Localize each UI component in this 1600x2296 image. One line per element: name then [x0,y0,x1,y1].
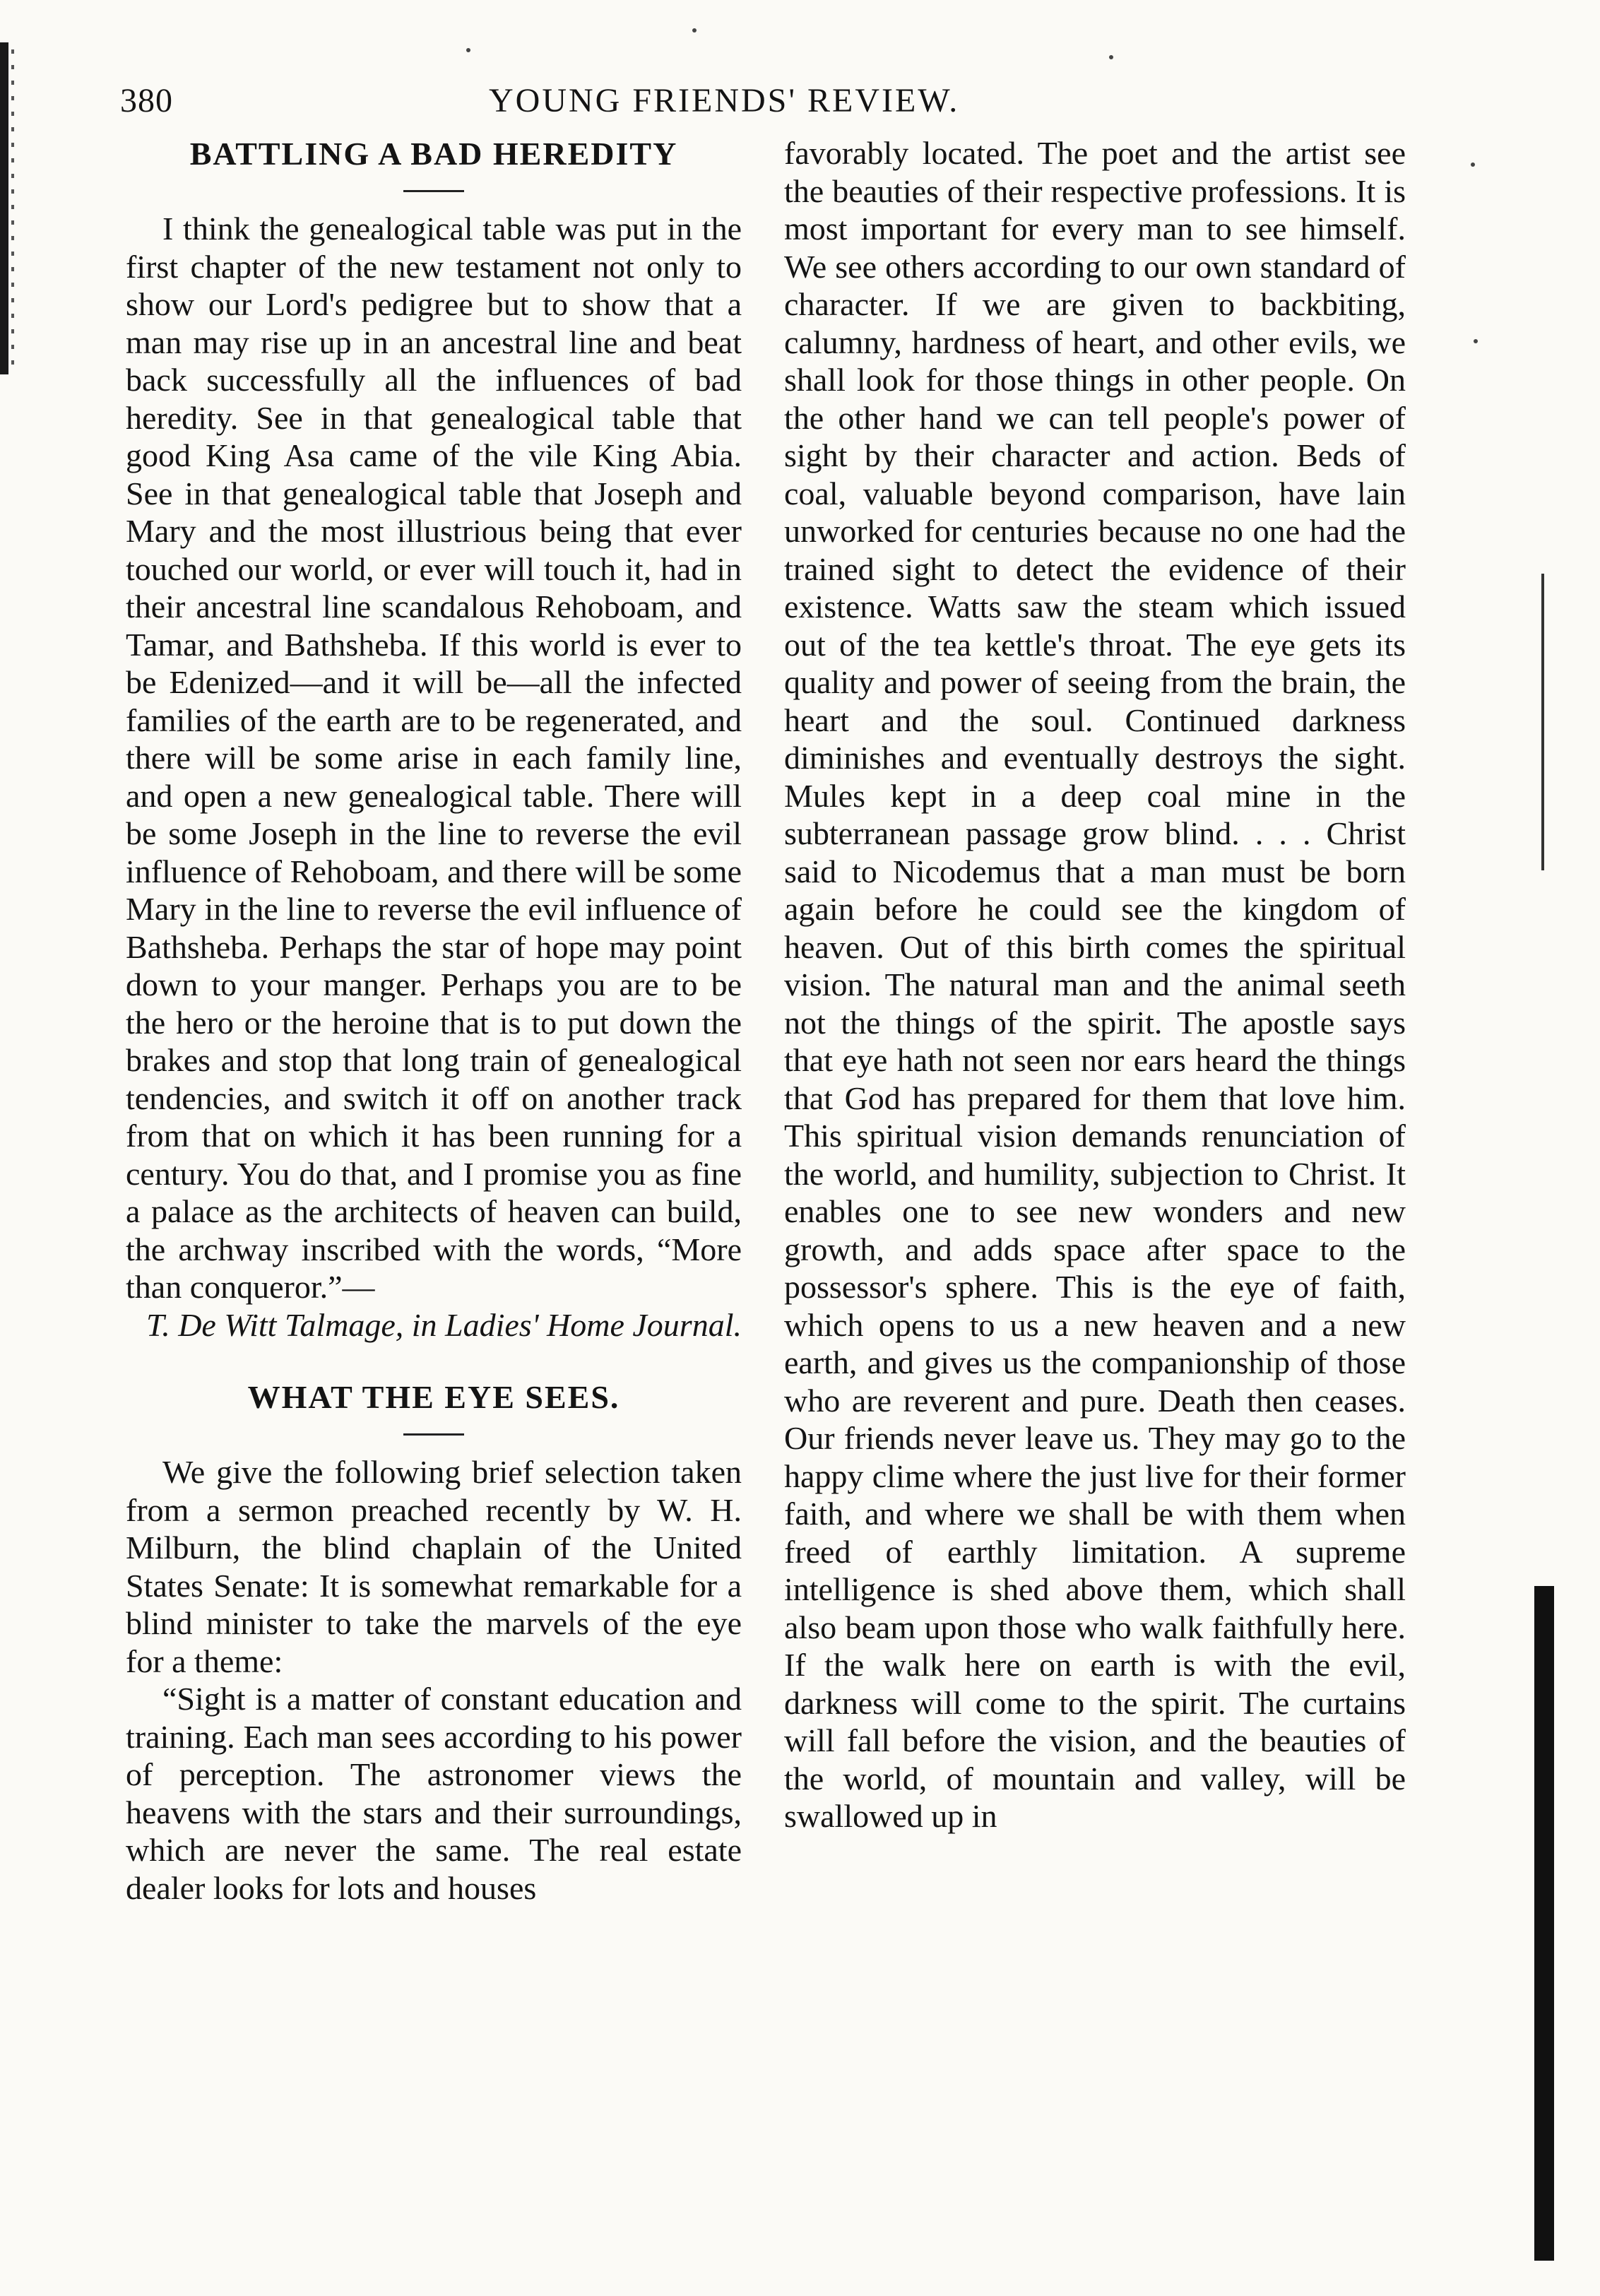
scan-edge-right [1534,1586,1554,2261]
right-column [784,134,1406,1835]
scan-speck [1471,162,1475,167]
scan-edge-left [0,42,8,374]
article-attribution: T. De Witt Talmage, in Ladies' Home Journal. [146,1306,742,1343]
article-title: WHAT THE EYE SEES. [247,1379,620,1415]
scan-speck [1109,55,1113,59]
running-head [120,76,1038,126]
scan-mark-right [1541,574,1544,870]
sermon-quote: “Sight is a matter of constant education and training. Each man sees according to his power of perception. The astronomer views the heavens with the stars and their surroundings, which are never the same. The real estate dealer looks for lots and houses [126,1681,742,1906]
scan-edge-ticks [11,49,14,374]
sermon-quote-continued: favorably located. The poet and the artist see the beauties of their respective professions. It is most important for every man to see himself. We see others according to our own standard of character. If we are given to backbiting, calumny, hardness of heart, and other evils, we shall look for those things in other people. On the other hand we can tell people's power of sight by their character and action. Beds of coal, valuable beyond comparison, have lain unworked for centuries because no one had the trained sight to detect the evidence of their existence. Watts saw the steam which issued out of the tea kettle's throat. The eye gets its quality and power of seeing from the brain, the heart and the soul. Continued darkness diminishes and eventually destroys the sight. Mules kept in a deep coal mine in the subterranean passage grow blind. . . . Christ said to Nicodemus that a man must be born again before he could see the kingdom of heaven. Out of this birth comes the spiritual vision. The natural man and the animal seeth not the things of the spirit. The apostle says that eye hath not seen nor ears heard the things that God has prepared for them that love him. This spiritual vision demands renunciation of the world, and humility, subjection to Christ. It enables one to see new wonders and new growth, and adds space after space to the possessor's sphere. This is the eye of faith, which opens to us a new heaven and a new earth, and gives us the companionship of those who are reverent and pure. Death then ceases. Our friends never leave us. They may go to the happy clime where the just live for their former faith, and where we shall be with them when freed of earthly limitation. A supreme intelligence is shed above them, which shall also beam upon those who walk faithfully here. If the walk here on earth is with the evil, darkness will come to the spirit. The curtains will fall before the vision, and the beauties of the world, of mountain and valley, will be swallowed up in [784,135,1406,1834]
scan-speck [466,48,470,52]
article-body: I think the genealogical table was put in the first chapter of the new testament not only to show our Lord's pedigree but to show that a man may rise up in an ancestral line and beat back successfully all the influences of bad heredity. See in that genealogical table that good King Asa came of the vile King Abia. See in that genealogical table that Joseph and Mary and the most illustrious being that ever touched our world, or ever will touch it, had in their ancestral line scandalous Rehoboam, and Tamar, and Bathsheba. If this world is ever to be Edenized—and it will be—all the infected families of the earth are to be regenerated, and there will be some arise in each family line, and open a new genealogical table. There will be some Joseph in the line to reverse the evil influence of Rehoboam, and there will be some Mary in the line to reverse the evil influence of Bathsheba. Perhaps the star of hope may point down to your manger. Perhaps you are to be the hero or the heroine that is to put down the brakes and stop that long train of genealogical tendencies, and switch it off on another track from that on which it has been running for a century. You do that, and I promise you as fine a palace as the architects of heaven can build, the archway inscribed with the words, “More than conqueror.”— [126,211,742,1305]
title-rule [126,1416,742,1453]
page-number: 380 [120,82,173,119]
title-rule [126,173,742,210]
scan-speck [692,28,697,32]
scan-speck [1474,339,1478,343]
left-column [126,134,742,1907]
article-intro: We give the following brief selection taken from a sermon preached recently by W. H. Milburn, the blind chaplain of the United States Senate: It is somewhat remarkable for a blind minister to take the marvels of the eye for a theme: [126,1454,742,1679]
article-title: BATTLING A BAD HEREDITY [189,136,678,172]
journal-title: YOUNG FRIENDS' REVIEW. [489,82,960,119]
